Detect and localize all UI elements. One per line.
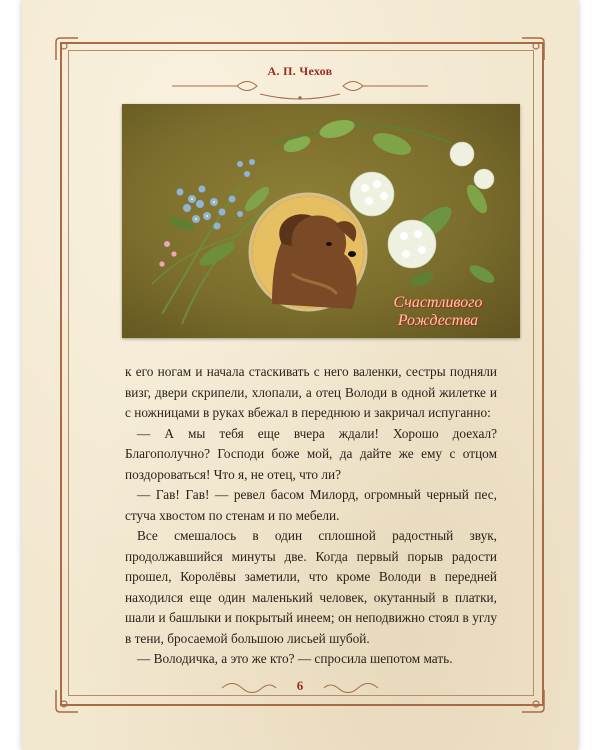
corner-ornament-icon — [54, 36, 80, 62]
postcard-greeting — [368, 294, 508, 330]
greeting-line-2: Рождества — [397, 312, 479, 329]
story-text — [125, 362, 497, 670]
christmas-postcard-illustration — [122, 104, 520, 338]
page-number: 6 — [296, 678, 304, 693]
corner-ornament-icon — [520, 36, 546, 62]
author-header: А. П. Чехов — [267, 64, 333, 78]
greeting-line-1: Счастливого — [393, 294, 483, 311]
paragraph: — Володичка, а это же кто? — спросила шепотом мать. — [137, 651, 453, 666]
paragraph: Все смешалось в один сплошной радостный звук, продолжавшийся минуты две. Когда первый порыв радости прошел, Королёвы заметили, что кроме Володи в передней находился еще один маленький человек, окутанный в платки, шали и башлыки и покрытый инеем; он неподвижно стоял в углу в тени, бросаемой большою лисьей шубой. — [125, 528, 497, 646]
paragraph: к его ногам и начала стаскивать с него валенки, сестры подняли визг, двери скрипели, хлопали, а отец Володи в одной жилетке и с ножницами в руках вбежал в переднюю и закричал испуганно: — [125, 364, 497, 420]
paragraph: — Гав! Гав! — ревел басом Милорд, огромный черный пес, стуча хвостом по стенам и по мебели. — [125, 487, 497, 523]
paragraph: — А мы тебя еще вчера ждали! Хорошо доехал? Благополучно? Господи боже мой, да дайте же ему с отцом поздороваться! Что я, не отец, что ли? — [125, 425, 497, 482]
book-page — [22, 0, 578, 750]
